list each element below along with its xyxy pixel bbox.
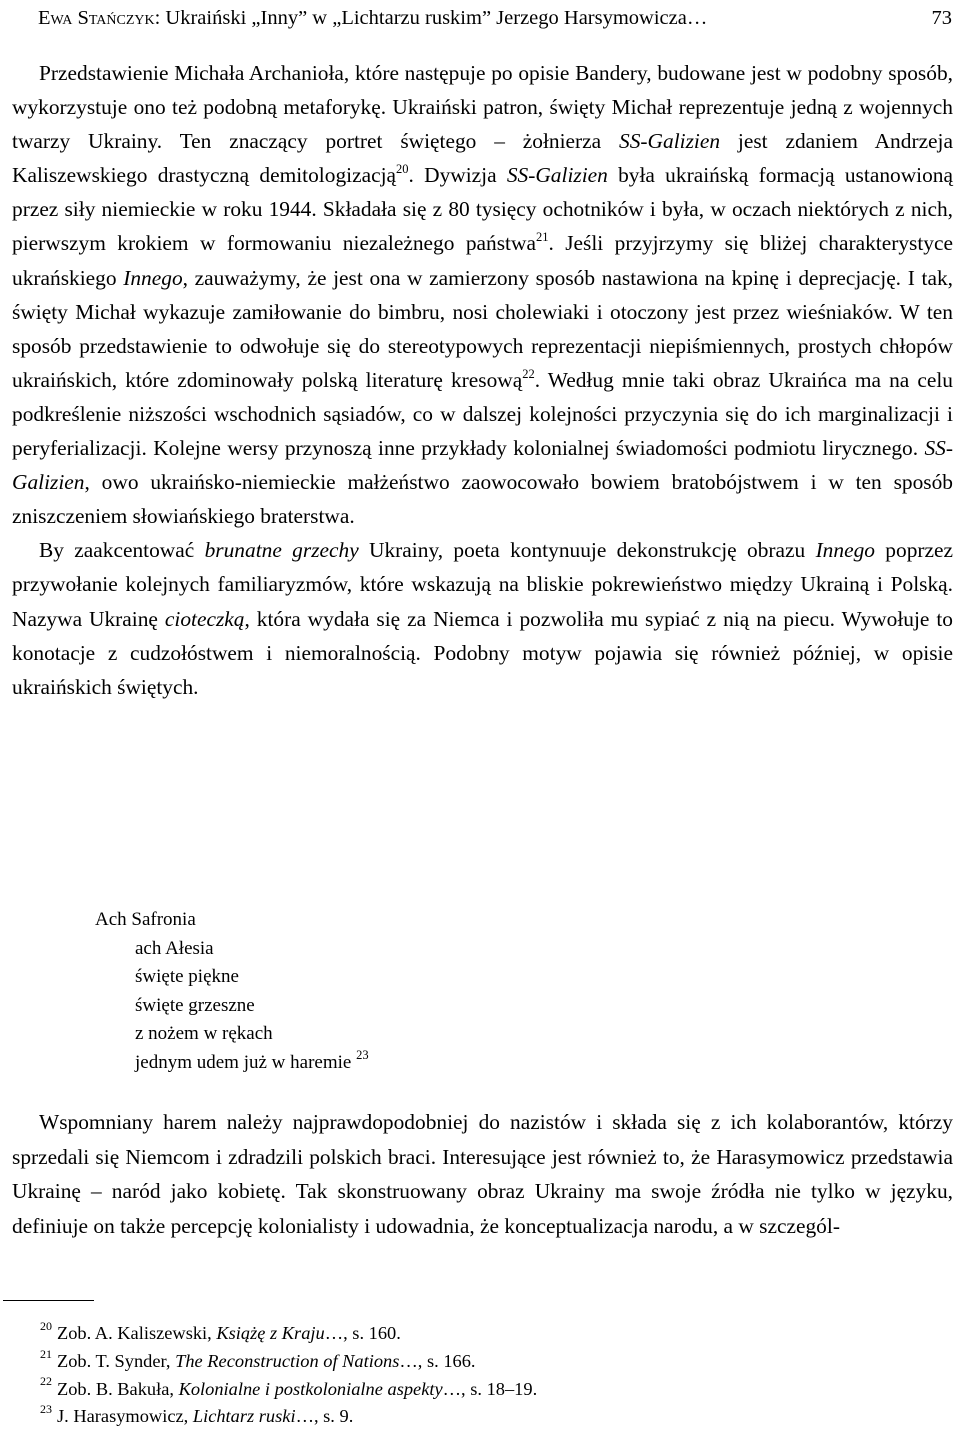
poem-line: święte grzeszne xyxy=(135,994,255,1016)
footnote-ref: 20 xyxy=(396,162,409,177)
paragraph: By zaakcentować brunatne grzechy Ukrainy, poeta kontynuuje dekonstrukcję obrazu Innego poprzez przywołanie kolejnych familiaryzmów, które wskazują na bliskie pokrewieństwo między Ukrainą i Polską. Nazywa Ukrainę cioteczką, która wydała się za Niemca i pozwoliła mu sypiać z nią na piecu. Wywołuje to konotacje z cudzołóstwem i niemoralnością. Podobny motyw pojawia się również później, w opisie ukraińskich świętych. xyxy=(12,538,954,699)
poem-line: święte piękne xyxy=(135,966,239,987)
footnote-ref: 22 xyxy=(522,366,535,381)
footnote: $^{22}$ Zob. B. Bakuła, Kolonialne i postkolonialne aspekty…, s. 18–19. xyxy=(40,1374,538,1399)
poem-line: jednym udem już w haremie $^{23}$ xyxy=(135,1048,369,1073)
page-number: 73 xyxy=(931,7,952,29)
main-text xyxy=(12,56,953,704)
paragraph: Przedstawienie Michała Archanioła, które następuje po opisie Bandery, budowane jest w podobny sposób, wykorzystuje ono też podobną metaforykę. Ukraiński patron, święty Michał reprezentuje jedną z wojennych twarzy Ukrainy. Ten znaczący portret świętego – żołnierza SS-Galizien jest zdaniem Andrzeja Kaliszewskiego drastyczną demitologizacją$^{20}$. Dywizja SS-Galizien była ukraińską formacją ustanowioną przez siły niemieckie w roku 1944. Składała się z 80 tysięcy ochotników i była, w oczach niektórych z nich, pierwszym krokiem w formowaniu niezależnego państwa$^{21}$. Jeśli przyjrzymy się bliżej charakterystyce ukrańskiego Innego, zauważymy, że jest ona w zamierzony sposób nastawiona na kpinę i deprecjację. I tak, święty Michał wykazuje zamiłowanie do bimbru, nosi cholewiaki i otoczony jest przez wieśniaków. W ten sposób przedstawienie to odwołuje się do stereotypowych reprezentacji niepiśmiennych, prostych chłopów ukraińskich, które zdominowały polską literaturę kresową$^{22}$. Według mnie taki obraz Ukraińca ma na celu podkreślenie niższości wschodnich sąsiadów, co w dalszej kolejności przyczynia się do ich marginalizacji i peryferializacji. Kolejne wersy przynoszą inne przykłady kolonialnej świadomości podmiotu lirycznego. SS-Galizien, owo ukraińsko-niemieckie małżeństwo zaowocowało bowiem bratobójstwem i w ten sposób zniszczeniem słowiańskiego braterstwa. xyxy=(12,61,953,529)
running-header xyxy=(38,4,952,32)
poem-line: z nożem w rękach xyxy=(135,1023,273,1044)
footnote-ref: 21 xyxy=(535,230,549,245)
poem-line: Ach Safronia xyxy=(95,909,196,930)
footnote-ref: 23 xyxy=(356,1048,369,1063)
header-title: Ewa Stańczyk: Ukraiński „Inny” w „Lichtarzu ruskim” Jerzego Harsymowicza… xyxy=(38,7,708,29)
footnote-divider xyxy=(3,1300,94,1301)
poem-line: ach Ałesia xyxy=(135,937,214,959)
footnote: $^{23}$ J. Harasymowicz, Lichtarz ruski…, s. 9. xyxy=(40,1402,354,1427)
footnote: $^{20}$ Zob. A. Kaliszewski, Książę z Kraju…, s. 160. xyxy=(40,1318,401,1343)
footnote: $^{21}$ Zob. T. Synder, The Reconstruction of Nations…, s. 166. xyxy=(40,1346,476,1371)
poem-quote xyxy=(95,906,369,1077)
footnotes xyxy=(40,1320,537,1431)
main-text-continued xyxy=(12,1105,953,1243)
paragraph: Wspomniany harem należy najprawdopodobniej do nazistów i składa się z ich kolaborantów, którzy sprzedali się Niemcom i zdradzili polskich braci. Interesujące jest również to, że Harasymowicz przedstawia Ukrainę – naród jako kobietę. Tak skonstruowany obraz Ukrainy ma swoje źródła nie tylko w języku, definiuje on także percepcję kolonialisty i udowadnia, że konceptualizacja narodu, a w szczegól- xyxy=(12,1110,953,1238)
